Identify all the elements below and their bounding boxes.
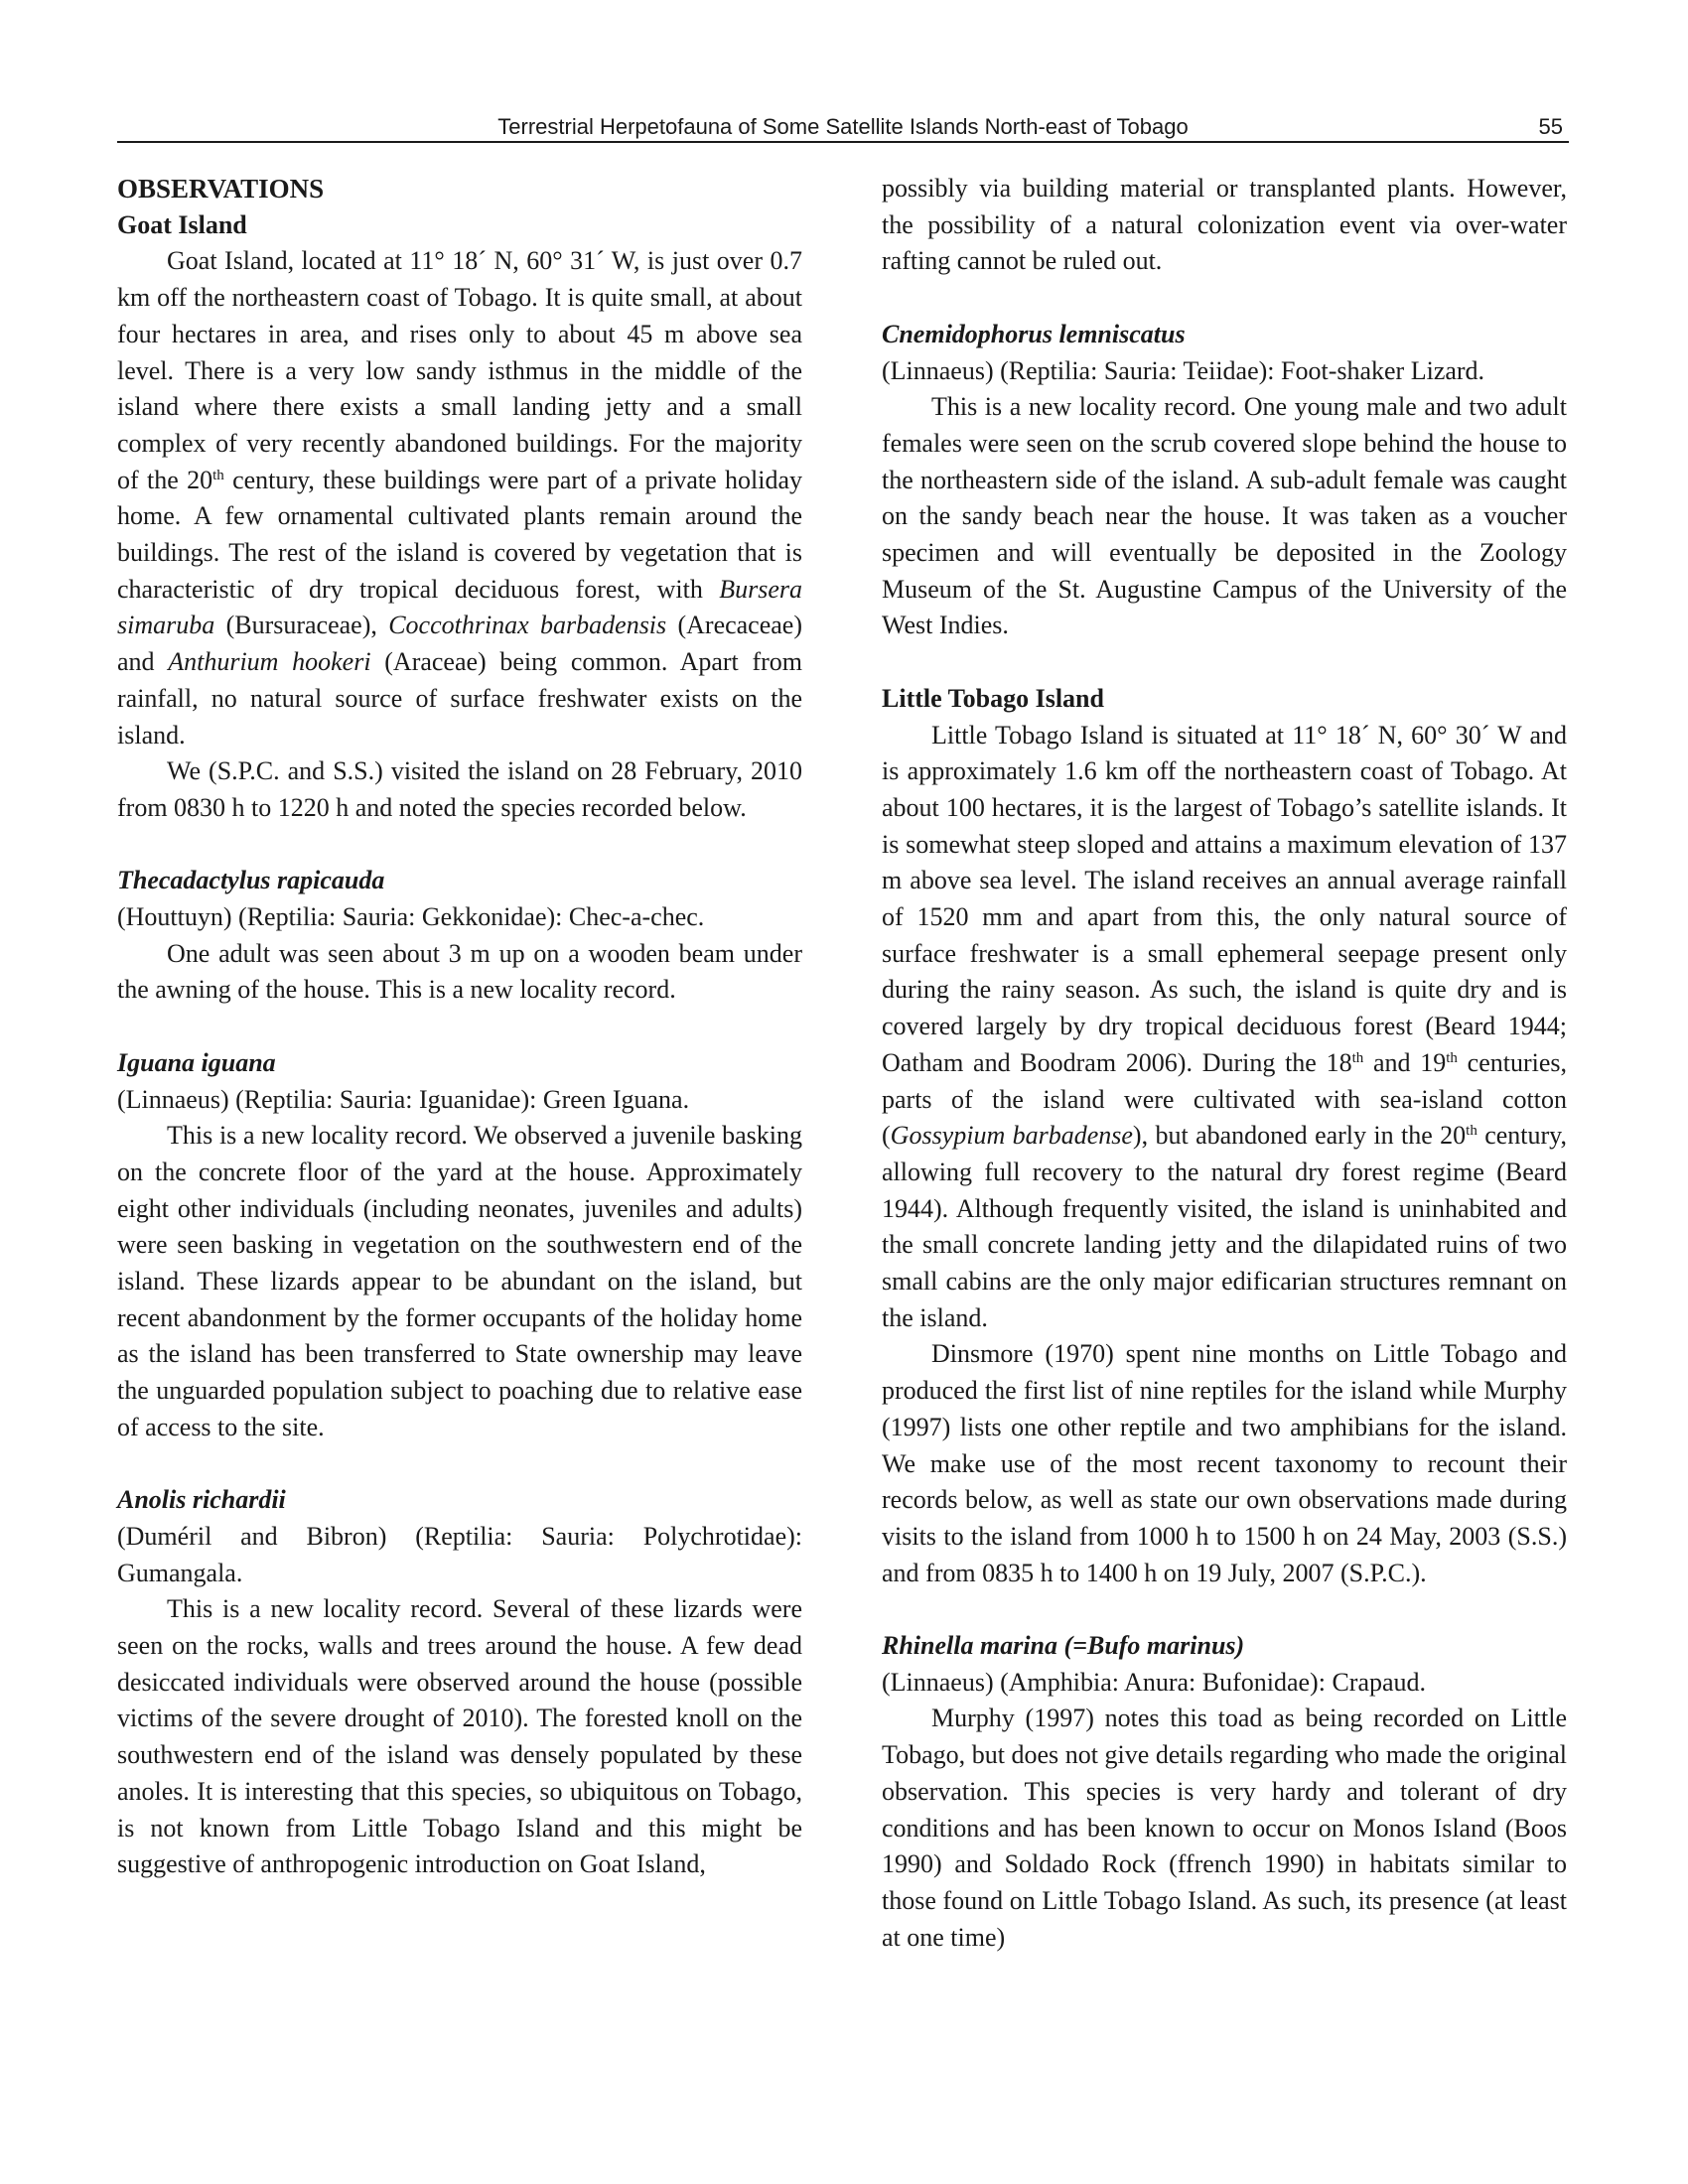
- text-run: (Arecaceae) and: [117, 611, 803, 677]
- continued-paragraph: possibly via building material or transplanted plants. However, the possibility of a natural colonization event via over-water rafting cannot be ruled out.: [882, 174, 1567, 276]
- superscript: th: [1351, 1049, 1364, 1066]
- text-run: Goat Island, located at 11° 18´ N, 60° 31´ W, is just over 0.7 km off the northeastern coast of Tobago. It is quite small, at about four hectares in area, and rises only to about 45 m above sea level. There is a very low sandy isthmus in the middle of the island where there exists a small landing jetty and a small complex of very recently abandoned buildings. For the majority of the 20: [117, 246, 802, 494]
- running-title: Terrestrial Herpetofauna of Some Satellite Islands North-east of Tobago: [497, 114, 1189, 139]
- species-authority: (Duméril and Bibron) (Reptilia: Sauria: Polychrotidae): Gumangala.: [117, 1521, 802, 1587]
- goat-island-paragraph-1: [117, 243, 802, 753]
- text-run: and 19: [1363, 1047, 1447, 1077]
- superscript: th: [1466, 1123, 1477, 1140]
- species-heading-rhinella: Rhinella marina (=Bufo marinus): [882, 1631, 1245, 1661]
- species-paragraph: This is a new locality record. We observed a juvenile basking on the concrete floor of the yard at the house. Approximately eight other individuals (including neonates, juveniles and adults) were seen basking in vegetation on the southwestern end of the island. These lizards appear to be abundant on the island, but recent abandonment by the former occupants of the holiday home as the island has been transferred to State ownership may leave the unguarded population subject to poaching due to relative ease of access to the site.: [117, 1121, 802, 1441]
- little-tobago-paragraph-2: Dinsmore (1970) spent nine months on Little Tobago and produced the first list of nine reptiles for the island while Murphy (1997) lists one other reptile and two amphibians for the island. We make use of the most recent taxonomy to recount their records below, as well as state our own observations made during visits to the island from 1000 h to 1500 h on 24 May, 2003 (S.S.) and from 0835 h to 1400 h on 19 July, 2007 (S.P.C.).: [882, 1339, 1567, 1587]
- species-paragraph: This is a new locality record. One young male and two adult females were seen on the scrub covered slope behind the house to the northeastern side of the island. A sub-adult female was caught on the sandy beach near the house. It was taken as a voucher specimen and will eventually be deposited in the Zoology Museum of the St. Augustine Campus of the University of the West Indies.: [882, 392, 1567, 640]
- superscript: th: [212, 467, 224, 483]
- species-authority: (Linnaeus) (Reptilia: Sauria: Teiidae): Foot-shaker Lizard.: [882, 355, 1485, 385]
- goat-island-heading: Goat Island: [117, 209, 247, 239]
- little-tobago-heading: Little Tobago Island: [882, 683, 1104, 713]
- species-name: Anthurium hookeri: [168, 647, 371, 677]
- species-paragraph: This is a new locality record. Several of these lizards were seen on the rocks, walls and trees around the house. A few dead desiccated individuals were observed around the house (possible victims of the severe drought of 2010). The forested knoll on the southwestern end of the island was densely populated by these anoles. It is interesting that this species, so ubiquitous on Tobago, is not known from Little Tobago Island and this might be suggestive of anthropogenic introduction on Goat Island,: [117, 1594, 802, 1879]
- species-authority: (Linnaeus) (Amphibia: Anura: Bufonidae): Crapaud.: [882, 1667, 1427, 1697]
- left-column: [117, 171, 802, 1883]
- species-name: Gossypium barbadense: [890, 1121, 1133, 1151]
- text-run: Little Tobago Island is situated at 11° 18´ N, 60° 30´ W and is approximately 1.6 km off the northeastern coast of Tobago. At about 100 hectares, it is the largest of Tobago’s satellite islands. It is somewhat steep sloped and attains a maximum elevation of 137 m above sea level. The island receives an annual average rainfall of 1520 mm and apart from this, the only natural source of surface freshwater is a small ephemeral seepage present only during the rainy season. As such, the island is quite dry and is covered largely by dry tropical deciduous forest (Beard 1944; Oatham and Boodram 2006). During the 18: [882, 720, 1567, 1077]
- species-heading-anolis: Anolis richardii: [117, 1485, 286, 1515]
- page-number: 55: [1538, 114, 1563, 139]
- species-paragraph: Murphy (1997) notes this toad as being recorded on Little Tobago, but does not give details regarding who made the original observation. This species is very hardy and tolerant of dry conditions and has been known to occur on Monos Island (Boos 1990) and Soldado Rock (ffrench 1990) in habitats similar to those found on Little Tobago Island. As such, its presence (at least at one time): [882, 1704, 1567, 1952]
- right-column: [882, 171, 1567, 1956]
- species-heading-iguana: Iguana iguana: [117, 1047, 276, 1077]
- text-run: century, allowing full recovery to the natural dry forest regime (Beard 1944). Although frequently visited, the island is uninhabited and the small concrete landing jetty and the dilapidated ruins of two small cabins are the only major edificarian structures remnant on the island.: [882, 1121, 1567, 1332]
- species-authority: (Houttuyn) (Reptilia: Sauria: Gekkonidae): Chec-a-chec.: [117, 902, 705, 932]
- species-paragraph: One adult was seen about 3 m up on a wooden beam under the awning of the house. This is a new locality record.: [117, 938, 802, 1005]
- text-run: centuries, parts of the island were cultivated with sea-island cotton (: [882, 1047, 1568, 1151]
- text-run: (Bursuraceae),: [214, 611, 389, 640]
- header-rule: [117, 141, 1569, 143]
- species-name: Bursera simaruba: [117, 574, 802, 640]
- species-heading-cnemidophorus: Cnemidophorus lemniscatus: [882, 319, 1186, 348]
- text-run: ), but abandoned early in the 20: [1132, 1121, 1467, 1151]
- species-heading-thecadactylus: Thecadactylus rapicauda: [117, 866, 385, 895]
- superscript: th: [1446, 1049, 1458, 1066]
- goat-island-paragraph-2: We (S.P.C. and S.S.) visited the island on 28 February, 2010 from 0830 h to 1220 h and noted the species recorded below.: [117, 756, 802, 822]
- little-tobago-paragraph-1: [882, 718, 1567, 1337]
- species-name: Coccothrinax barbadensis: [388, 611, 667, 640]
- running-header: [117, 112, 1569, 142]
- species-authority: (Linnaeus) (Reptilia: Sauria: Iguanidae): Green Iguana.: [117, 1084, 690, 1114]
- text-run: century, these buildings were part of a private holiday home. A few ornamental cultivated plants remain around the buildings. The rest of the island is covered by vegetation that is characteristic of dry tropical deciduous forest, with: [117, 465, 802, 604]
- text-run: (Araceae) being common. Apart from rainfall, no natural source of surface freshwater exists on the island.: [117, 647, 802, 750]
- section-title: OBSERVATIONS: [117, 174, 325, 204]
